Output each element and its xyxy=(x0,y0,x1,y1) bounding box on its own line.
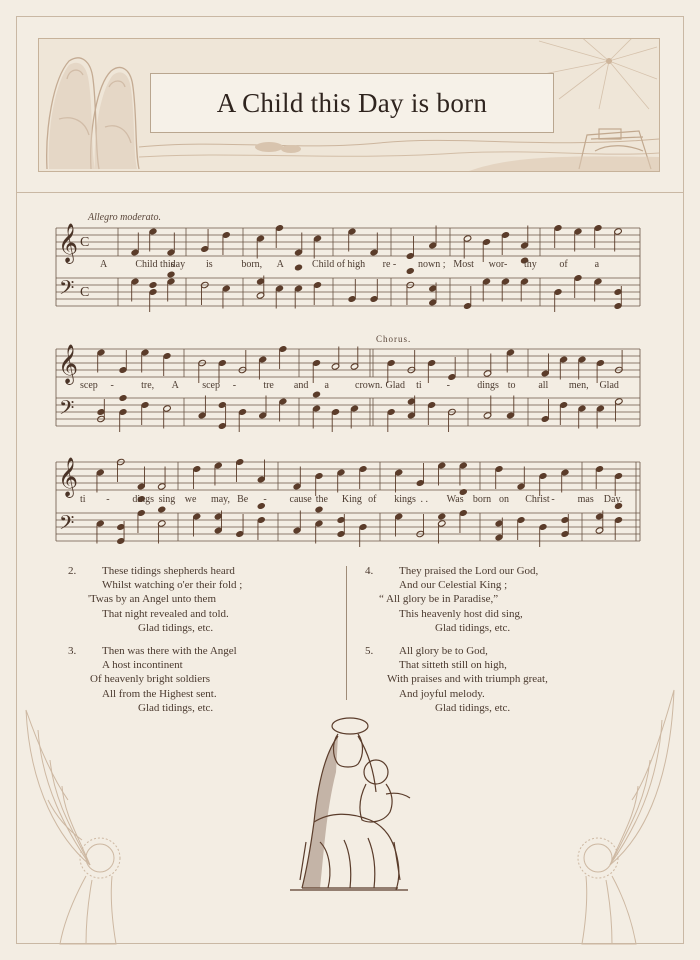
lyric-syllable: of xyxy=(368,494,377,505)
page-title: A Child this Day is born xyxy=(216,87,488,118)
lyric-syllable: tre xyxy=(263,380,274,391)
lyric-syllable: men, xyxy=(568,380,589,391)
note-head xyxy=(437,513,446,520)
lyric-syllable: . . xyxy=(420,494,428,505)
verse-number: 2. xyxy=(68,565,77,577)
treble-clef-icon: 𝄞 xyxy=(58,344,79,384)
bass-clef-icon: 𝄢 xyxy=(59,276,75,304)
treble-clef-icon: 𝄞 xyxy=(58,223,79,263)
lyric-syllable: a xyxy=(594,259,600,270)
lyric-syllable: dings xyxy=(477,380,499,391)
lyric-syllable: - xyxy=(551,494,555,505)
note-head xyxy=(315,506,324,513)
lyric-syllable: all xyxy=(538,380,549,391)
tempo-marking: Allegro moderato. xyxy=(88,212,161,223)
lyric-syllable: cause xyxy=(289,494,312,505)
verse-line: Whilst watching o'er their fold ; xyxy=(102,579,243,592)
lyric-syllable: on xyxy=(499,494,510,505)
time-signature-icon: C xyxy=(80,235,90,250)
verse-line: This heavenly host did sing, xyxy=(399,607,523,620)
time-signature-icon: C xyxy=(80,285,90,300)
verse-line: They praised the Lord our God, xyxy=(399,565,539,577)
verse-line: Of heavenly bright soldiers xyxy=(90,673,211,686)
lyric-syllable: ti xyxy=(416,380,422,391)
note-head xyxy=(406,267,415,274)
note-head xyxy=(119,394,128,401)
lyric-syllable: is xyxy=(206,259,213,270)
verse-line: “ All glory be in Paradise,” xyxy=(379,593,499,606)
lyric-syllable: Christ xyxy=(525,494,550,505)
verse-line: These tidings shepherds heard xyxy=(102,565,235,577)
note-head xyxy=(157,506,166,513)
verse-line: All glory be to God, xyxy=(399,645,488,657)
lyric-syllable: nown ; xyxy=(418,259,446,270)
verse-refrain: Glad tidings, etc. xyxy=(435,701,511,714)
lyric-syllable: day xyxy=(170,259,186,270)
treble-clef-icon: 𝄞 xyxy=(58,457,79,497)
lyric-syllable: scep xyxy=(80,380,98,391)
lyric-syllable: thy xyxy=(524,259,537,270)
bass-clef-icon: 𝄢 xyxy=(59,511,75,539)
verse-line: A host incontinent xyxy=(102,659,183,672)
verse-line: All from the Highest sent. xyxy=(102,687,217,700)
lyric-syllable: King xyxy=(341,494,362,505)
verse-number: 3. xyxy=(68,645,77,657)
lyric-syllable: - xyxy=(106,494,110,505)
verse-refrain: Glad tidings, etc. xyxy=(138,701,214,714)
lyric-syllable: born xyxy=(472,494,492,505)
verse-line: 'Twas by an Angel unto them xyxy=(88,593,216,606)
verse-column-divider xyxy=(346,566,347,700)
verse-5 xyxy=(365,644,548,715)
lyric-syllable: ti xyxy=(80,494,86,505)
note-head xyxy=(312,391,321,398)
lyric-syllable: wor- xyxy=(488,259,508,270)
lyric-syllable: A xyxy=(276,259,284,270)
bass-clef-icon: 𝄢 xyxy=(59,396,75,424)
lyric-syllable: - xyxy=(110,380,114,391)
verse-refrain: Glad tidings, etc. xyxy=(138,621,214,634)
verse-number: 4. xyxy=(365,565,374,577)
verse-2 xyxy=(68,564,243,635)
lyric-syllable: a xyxy=(324,380,329,391)
lyric-syllable: kings xyxy=(394,494,416,505)
verse-line: That sitteth still on high, xyxy=(399,659,507,672)
verse-line: With praises and with triumph great, xyxy=(387,673,548,686)
lyric-syllable: Glad xyxy=(385,380,405,391)
lyric-syllable: - xyxy=(446,380,450,391)
lyric-syllable: crown. xyxy=(355,380,383,391)
lyric-syllable: - xyxy=(232,380,237,391)
verse-line: And our Celestial King ; xyxy=(399,579,508,592)
lyric-syllable: Most xyxy=(453,259,474,270)
lyric-syllable: and xyxy=(293,380,309,391)
lyric-syllable: Day. xyxy=(603,494,623,505)
chorus-label: Chorus. xyxy=(376,334,412,344)
verse-line: And joyful melody. xyxy=(399,687,485,700)
verse-refrain: Glad tidings, etc. xyxy=(435,621,511,634)
verse-4 xyxy=(365,564,539,635)
lyric-syllable: born, xyxy=(241,259,263,270)
lyric-syllable: high xyxy=(347,259,366,270)
verse-number: 5. xyxy=(365,645,374,657)
verse-line: Then was there with the Angel xyxy=(102,645,237,657)
lyric-syllable: Was xyxy=(446,494,464,505)
lyric-syllable: Glad xyxy=(599,380,619,391)
lyric-syllable: may, xyxy=(210,494,231,505)
lyric-syllable: A xyxy=(100,259,108,270)
lyric-syllable: Child this xyxy=(135,259,175,270)
lyric-syllable: mas xyxy=(577,494,594,505)
lyric-syllable: dings xyxy=(132,494,155,505)
lyric-syllable: Child of xyxy=(312,259,346,270)
lyric-syllable: tre, xyxy=(141,380,155,391)
lyric-syllable: the xyxy=(315,494,328,505)
right-angel-illustration xyxy=(570,680,680,946)
lyric-syllable: - xyxy=(263,494,267,505)
lyric-syllable: A xyxy=(171,380,179,391)
lyric-syllable: of xyxy=(559,259,568,270)
note-head xyxy=(149,281,158,288)
lyric-syllable: re - xyxy=(382,259,397,270)
lyric-syllable: scep xyxy=(202,380,220,391)
madonna-and-child-illustration xyxy=(280,712,420,896)
lyric-syllable: Be xyxy=(237,494,249,505)
left-angel-illustration xyxy=(20,690,130,946)
lyric-syllable: we xyxy=(184,494,197,505)
note-head xyxy=(167,271,176,278)
lyric-syllable: sing xyxy=(158,494,176,505)
note-head xyxy=(294,264,303,271)
lyric-syllable: to xyxy=(507,380,516,391)
verse-line: That night revealed and told. xyxy=(102,607,229,620)
